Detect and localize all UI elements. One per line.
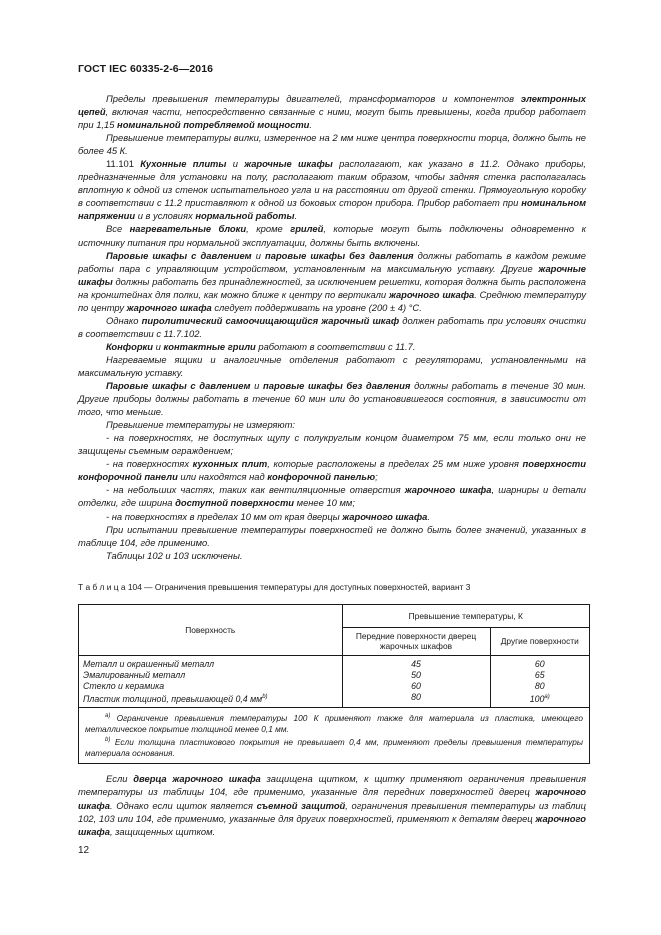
table-notes <box>79 708 589 763</box>
list-item: - на поверхностях кухонных плит, которые расположены в пределах 25 мм ниже уровня поверхности конфорочной панели или находятся над конфорочной панелью; <box>78 458 586 483</box>
paragraph: Все нагревательные блоки, кроме грилей, которые могут быть подключены одновременно к источнику питания при нормальной эксплуатации, должны быть включены. <box>78 223 586 248</box>
paragraph: Паровые шкафы с давлением и паровые шкафы без давления должны работать в течение 30 мин. Другие приборы должны работать в течение 60 мин или до установившегося состояния, в зависимости от того, что меньше. <box>78 380 586 418</box>
cell-front: 80 <box>342 692 490 708</box>
footnote-a: $^{a)}$ Ограничение превышения температуры 100 К применяют также для материала из пластика, имеющего металлическое покрытие толщиной менее 0,1 мм. <box>85 713 583 735</box>
column-header-surface: Поверхность <box>79 605 342 655</box>
main-text <box>78 92 586 562</box>
cell-other: 65 <box>534 669 545 680</box>
paragraph: Нагреваемые ящики и аналогичные отделения работают с регуляторами, установленными на максимальную уставку. <box>78 353 586 378</box>
list-item: - на поверхностях, не доступных щупу с полукруглым концом диаметром 75 мм, если только они не защищены съемным ограждением; <box>78 432 586 457</box>
table-row <box>79 692 589 708</box>
paragraph: При испытании превышение температуры поверхностей не должно быть более значений, указанных в таблице 104, где применимо. <box>78 523 586 548</box>
cell-other: 100$^{a)}$ <box>529 693 550 704</box>
column-header-other: Другие поверхности <box>490 627 589 655</box>
list-item: - на поверхностях в пределах 10 мм от края дверцы жарочного шкафа. <box>106 510 430 522</box>
paragraph: Пределы превышения температуры двигателей, трансформаторов и компонентов электронных цепей, включая части, непосредственно связанные с ними, могут быть превышены, когда прибор работает при 1,15 номинальной потребляемой мощности. <box>78 93 586 131</box>
table-row <box>79 655 589 670</box>
list-item: - на небольших частях, таких как вентиляционные отверстия жарочного шкафа, шарниры и детали отделки, где ширина доступной поверхности менее 10 мм; <box>78 484 587 509</box>
paragraph: Таблицы 102 и 103 исключены. <box>106 549 243 561</box>
paragraph: Однако пиролитический самоочищающийся жарочный шкаф должен работать при условиях очистки в соответствии с 11.7.102. <box>78 314 586 339</box>
paragraph: Конфорки и контактные грили работают в соответствии с 11.7. <box>106 340 416 352</box>
paragraph: Если дверца жарочного шкафа защищена щитком, к щитку применяют ограничения превышения температуры из таблицы 104, где применимо, указанные для передних поверхностей дверец жарочного шкафа. Однако если щиток является съемной защитой, ограничения превышения температуры из таблиц 102, 103 или 104, где применимо, указанные для других поверхностей, применяют к деталям дверец жарочного шкафа, защищенных щитком. <box>78 773 587 838</box>
cell-other: 80 <box>534 680 545 691</box>
table-caption: Т а б л и ц а 104 — Ограничения превышения температуры для доступных поверхностей, вариант 3 <box>78 582 471 592</box>
document-code-header: ГОСТ IEC 60335-2-6—2016 <box>78 63 214 75</box>
table-row <box>79 681 589 692</box>
cell-surface: Пластик толщиной, превышающей 0,4 $мм^{b)}$ <box>79 692 342 708</box>
cell-other: 60 <box>534 658 545 669</box>
post-table-text <box>78 772 586 838</box>
column-header-group: Превышение температуры, К <box>342 605 589 627</box>
page-number: 12 <box>78 845 90 856</box>
cell-front: 60 <box>342 681 490 692</box>
cell-surface: Эмалированный металл <box>79 670 342 681</box>
clause-11-101: 11.101 Кухонные плиты и жарочные шкафы располагают, как указано в 11.2. Однако приборы, предназначенные для установки на полу, располагают таким образом, чтобы задняя стенка располагалась вплотную к одной из стенок испытательного угла и на расстоянии от другой стенки. Прямоугольную коробку в соответствии с 11.2 приставляют к одной из боковых сторон прибора. Прибор работает при номинальном напряжении и в условиях нормальной работы. <box>78 158 586 222</box>
cell-front: 45 <box>342 655 490 670</box>
cell-front: 50 <box>342 670 490 681</box>
paragraph: Превышение температуры не измеряют: <box>106 419 296 431</box>
column-header-front: Передние поверхности дверец жарочных шкафов <box>342 627 490 655</box>
cell-surface: Металл и окрашенный металл <box>79 655 342 670</box>
paragraph: Превышение температуры вилки, измеренное на 2 мм ниже центра поверхности торца, должно быть не более 45 К. <box>78 132 586 157</box>
paragraph: Паровые шкафы с давлением и паровые шкафы без давления должны работать в каждом режиме работы пара с управляющим устройством, установленным на максимальную уставку. Другие жарочные шкафы должны работать без принадлежностей, за исключением решетки, которая должна быть расположена на кронштейнах для полки, как можно ближе к центру по вертикали жарочного шкафа. Среднюю температуру по центру жарочного шкафа следует поддерживать на уровне (200 ± 4) °C. <box>78 249 587 313</box>
temperature-table <box>78 604 590 764</box>
table-row <box>79 670 589 681</box>
cell-surface: Стекло и керамика <box>79 681 342 692</box>
footnote-b: $^{b)}$ Если толщина пластикового покрытия не превышает 0,4 мм, применяют пределы превышения температуры материала основания. <box>85 736 583 758</box>
